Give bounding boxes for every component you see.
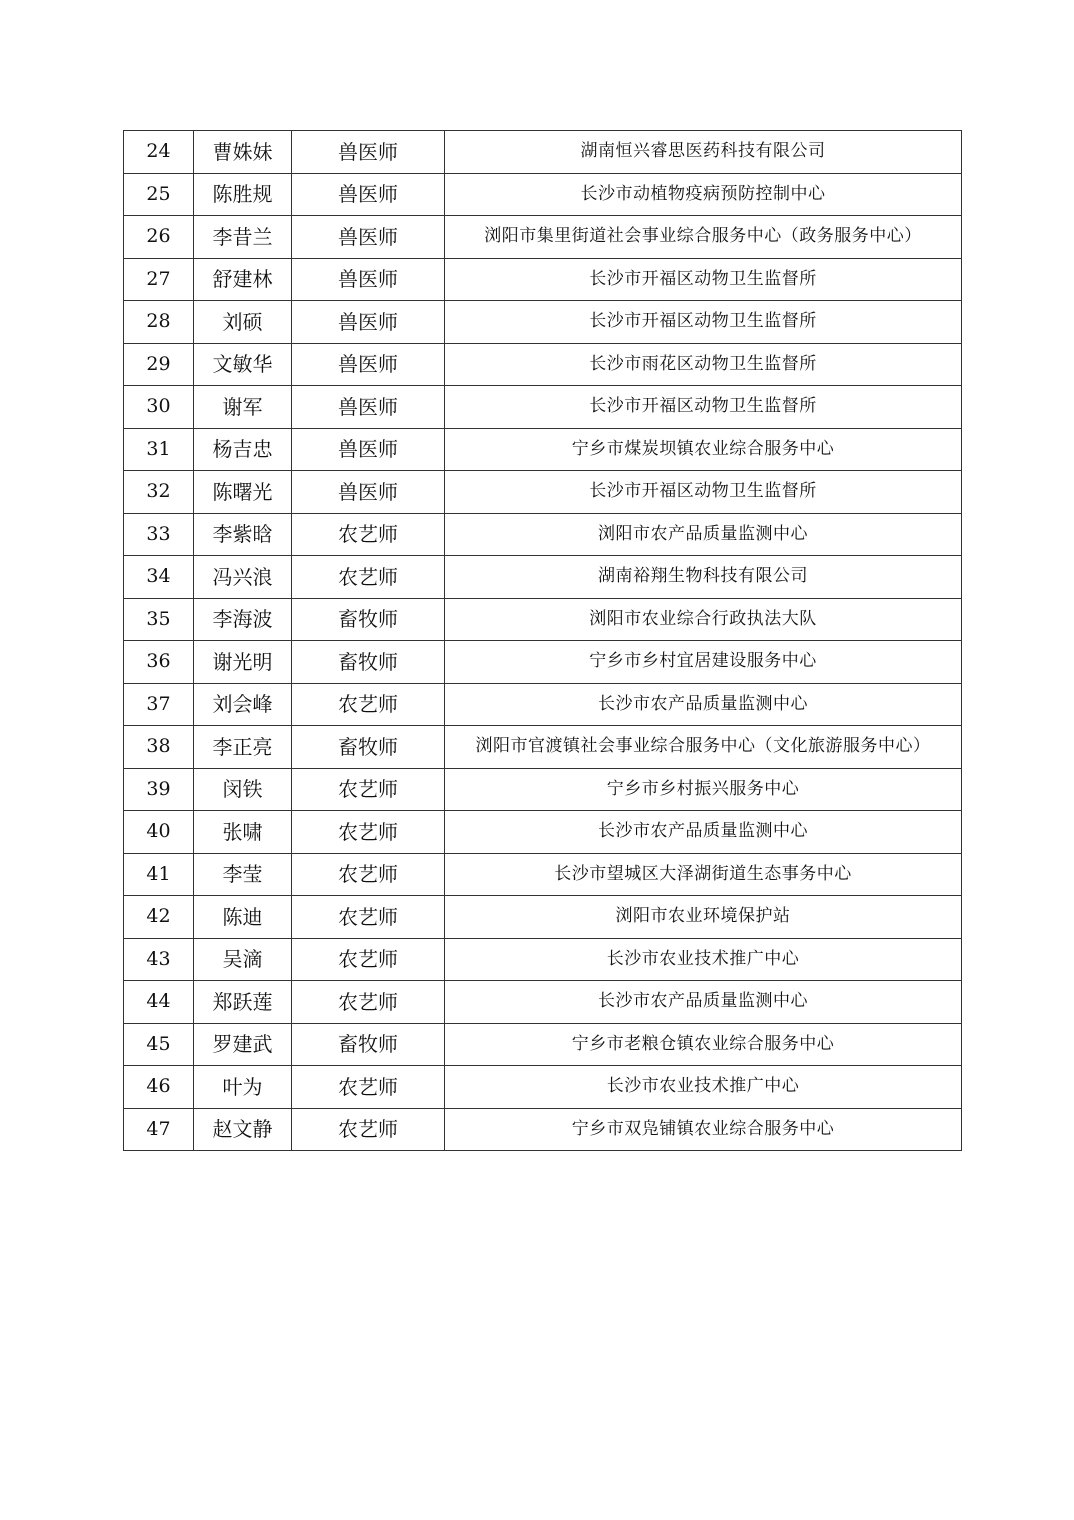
table-row [124, 258, 962, 301]
table-row [124, 853, 962, 896]
work-unit: 浏阳市官渡镇社会事业综合服务中心（文化旅游服务中心） [445, 726, 962, 769]
person-name: 赵文静 [194, 1108, 292, 1151]
work-unit: 宁乡市乡村宜居建设服务中心 [445, 641, 962, 684]
table-row [124, 1066, 962, 1109]
person-name: 刘会峰 [194, 683, 292, 726]
row-number: 25 [124, 173, 194, 216]
person-name: 张啸 [194, 811, 292, 854]
roster-table-body [124, 131, 962, 1151]
professional-title: 农艺师 [292, 896, 445, 939]
row-number: 29 [124, 343, 194, 386]
professional-title: 兽医师 [292, 173, 445, 216]
table-row [124, 343, 962, 386]
professional-title: 畜牧师 [292, 1023, 445, 1066]
row-number: 33 [124, 513, 194, 556]
table-row [124, 301, 962, 344]
row-number: 40 [124, 811, 194, 854]
professional-title: 兽医师 [292, 216, 445, 259]
professional-title: 畜牧师 [292, 641, 445, 684]
table-row [124, 386, 962, 429]
row-number: 35 [124, 598, 194, 641]
professional-title: 兽医师 [292, 386, 445, 429]
professional-title: 农艺师 [292, 853, 445, 896]
table-row [124, 641, 962, 684]
person-name: 杨吉忠 [194, 428, 292, 471]
table-row [124, 1023, 962, 1066]
table-row [124, 556, 962, 599]
row-number: 41 [124, 853, 194, 896]
work-unit: 宁乡市双凫铺镇农业综合服务中心 [445, 1108, 962, 1151]
row-number: 46 [124, 1066, 194, 1109]
work-unit: 浏阳市农产品质量监测中心 [445, 513, 962, 556]
table-row [124, 811, 962, 854]
work-unit: 浏阳市农业环境保护站 [445, 896, 962, 939]
person-name: 李莹 [194, 853, 292, 896]
work-unit: 长沙市开福区动物卫生监督所 [445, 471, 962, 514]
work-unit: 长沙市农产品质量监测中心 [445, 981, 962, 1024]
table-row [124, 428, 962, 471]
work-unit: 长沙市开福区动物卫生监督所 [445, 301, 962, 344]
professional-title: 兽医师 [292, 343, 445, 386]
person-name: 李正亮 [194, 726, 292, 769]
row-number: 34 [124, 556, 194, 599]
table-row [124, 896, 962, 939]
row-number: 44 [124, 981, 194, 1024]
roster-table [123, 130, 962, 1151]
row-number: 28 [124, 301, 194, 344]
person-name: 陈迪 [194, 896, 292, 939]
row-number: 45 [124, 1023, 194, 1066]
table-row [124, 471, 962, 514]
person-name: 陈胜规 [194, 173, 292, 216]
table-row [124, 768, 962, 811]
professional-title: 兽医师 [292, 428, 445, 471]
professional-title: 农艺师 [292, 683, 445, 726]
person-name: 吴滴 [194, 938, 292, 981]
person-name: 李紫晗 [194, 513, 292, 556]
table-row [124, 131, 962, 174]
work-unit: 长沙市开福区动物卫生监督所 [445, 386, 962, 429]
person-name: 闵铁 [194, 768, 292, 811]
work-unit: 长沙市农业技术推广中心 [445, 938, 962, 981]
table-row [124, 1108, 962, 1151]
professional-title: 农艺师 [292, 768, 445, 811]
professional-title: 农艺师 [292, 938, 445, 981]
work-unit: 长沙市农产品质量监测中心 [445, 811, 962, 854]
work-unit: 宁乡市老粮仓镇农业综合服务中心 [445, 1023, 962, 1066]
work-unit: 长沙市雨花区动物卫生监督所 [445, 343, 962, 386]
professional-title: 农艺师 [292, 556, 445, 599]
person-name: 冯兴浪 [194, 556, 292, 599]
professional-title: 农艺师 [292, 981, 445, 1024]
professional-title: 农艺师 [292, 1108, 445, 1151]
table-row [124, 216, 962, 259]
row-number: 47 [124, 1108, 194, 1151]
work-unit: 湖南恒兴睿思医药科技有限公司 [445, 131, 962, 174]
row-number: 32 [124, 471, 194, 514]
work-unit: 浏阳市集里街道社会事业综合服务中心（政务服务中心） [445, 216, 962, 259]
row-number: 24 [124, 131, 194, 174]
table-row [124, 173, 962, 216]
row-number: 37 [124, 683, 194, 726]
professional-title: 兽医师 [292, 301, 445, 344]
person-name: 谢军 [194, 386, 292, 429]
professional-title: 兽医师 [292, 258, 445, 301]
professional-title: 兽医师 [292, 131, 445, 174]
person-name: 李海波 [194, 598, 292, 641]
professional-title: 农艺师 [292, 811, 445, 854]
work-unit: 长沙市开福区动物卫生监督所 [445, 258, 962, 301]
person-name: 陈曙光 [194, 471, 292, 514]
table-row [124, 513, 962, 556]
work-unit: 长沙市望城区大泽湖街道生态事务中心 [445, 853, 962, 896]
work-unit: 宁乡市煤炭坝镇农业综合服务中心 [445, 428, 962, 471]
person-name: 舒建林 [194, 258, 292, 301]
work-unit: 宁乡市乡村振兴服务中心 [445, 768, 962, 811]
professional-title: 农艺师 [292, 513, 445, 556]
row-number: 31 [124, 428, 194, 471]
row-number: 39 [124, 768, 194, 811]
row-number: 30 [124, 386, 194, 429]
person-name: 郑跃莲 [194, 981, 292, 1024]
person-name: 谢光明 [194, 641, 292, 684]
professional-title: 畜牧师 [292, 598, 445, 641]
row-number: 38 [124, 726, 194, 769]
work-unit: 长沙市农业技术推广中心 [445, 1066, 962, 1109]
row-number: 36 [124, 641, 194, 684]
person-name: 曹姝妹 [194, 131, 292, 174]
professional-title: 畜牧师 [292, 726, 445, 769]
work-unit: 湖南裕翔生物科技有限公司 [445, 556, 962, 599]
work-unit: 长沙市动植物疫病预防控制中心 [445, 173, 962, 216]
work-unit: 长沙市农产品质量监测中心 [445, 683, 962, 726]
row-number: 42 [124, 896, 194, 939]
row-number: 27 [124, 258, 194, 301]
person-name: 叶为 [194, 1066, 292, 1109]
row-number: 26 [124, 216, 194, 259]
professional-title: 兽医师 [292, 471, 445, 514]
table-row [124, 683, 962, 726]
person-name: 刘硕 [194, 301, 292, 344]
person-name: 文敏华 [194, 343, 292, 386]
table-row [124, 598, 962, 641]
table-row [124, 981, 962, 1024]
professional-title: 农艺师 [292, 1066, 445, 1109]
person-name: 李昔兰 [194, 216, 292, 259]
table-row [124, 938, 962, 981]
person-name: 罗建武 [194, 1023, 292, 1066]
row-number: 43 [124, 938, 194, 981]
work-unit: 浏阳市农业综合行政执法大队 [445, 598, 962, 641]
table-row [124, 726, 962, 769]
